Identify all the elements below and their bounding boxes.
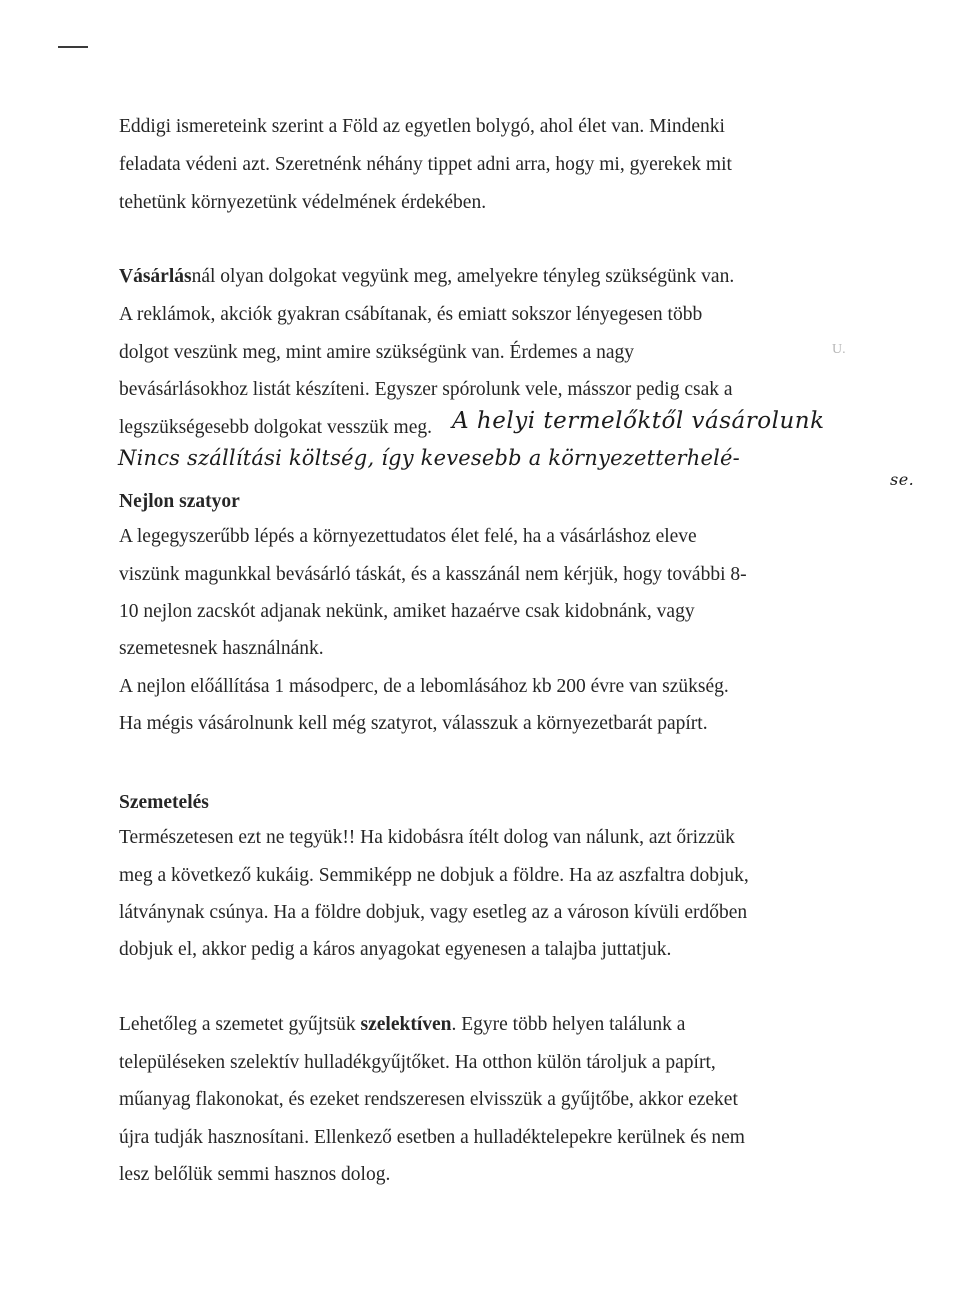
shopping-line-1-rest: nál olyan dolgokat vegyünk meg, amelyekre tényleg szükségünk van. — [191, 266, 735, 287]
selective-line-3: műanyag flakonokat, és ezeket rendszeresen elvisszük a gyűjtőbe, akkor ezeket — [119, 1089, 738, 1110]
nylon-line-4: szemetesnek használnánk. — [119, 638, 324, 659]
selective-line-1 — [119, 1013, 685, 1037]
selective-line-2: településeken szelektív hulladékgyűjtőket. Ha otthon külön tároljuk a papírt, — [119, 1052, 716, 1073]
shopping-line-5: legszükségesebb dolgokat vesszük meg. — [119, 417, 433, 438]
littering-line-4: dobjuk el, akkor pedig a káros anyagokat egyenesen a talajba juttatjuk. — [119, 939, 672, 960]
shopping-line-2: A reklámok, akciók gyakran csábítanak, és emiatt sokszor lényegesen több — [119, 304, 703, 325]
margin-mark: U. — [832, 342, 846, 357]
nylon-heading: Nejlon szatyor — [119, 491, 240, 512]
selective-line-1-post: . Egyre több helyen találunk a — [451, 1014, 686, 1035]
intro-line-1: Eddigi ismereteink szerint a Föld az egyetlen bolygó, ahol élet van. Mindenki — [119, 116, 725, 137]
littering-heading: Szemetelés — [119, 792, 209, 813]
selective-line-5: lesz belőlük semmi hasznos dolog. — [119, 1164, 391, 1185]
nylon-line-1: A legegyszerűbb lépés a környezettudatos élet felé, ha a vásárláshoz eleve — [119, 526, 697, 547]
intro-line-3: tehetünk környezetünk védelmének érdekében. — [119, 192, 487, 213]
shopping-line-1 — [119, 265, 734, 289]
nylon-line-6: Ha mégis vásárolnunk kell még szatyrot, válasszuk a környezetbarát papírt. — [119, 713, 708, 734]
handwritten-note-line-1: A helyi termelőktől vásárolunk — [452, 408, 825, 434]
shopping-bold-word: Vásárlás — [119, 266, 192, 287]
nylon-line-2: viszünk magunkkal bevásárló táskát, és a kasszánál nem kérjük, hogy további 8- — [119, 564, 747, 585]
handwritten-note-continuation: se. — [890, 470, 915, 489]
nylon-line-5: A nejlon előállítása 1 másodperc, de a lebomlásához kb 200 évre van szükség. — [119, 676, 729, 697]
littering-line-3: látványnak csúnya. Ha a földre dobjuk, vagy esetleg az a városon kívüli erdőben — [119, 902, 748, 923]
selective-bold-word: szelektíven — [360, 1014, 452, 1035]
littering-line-2: meg a következő kukáig. Semmiképp ne dobjuk a földre. Ha az aszfaltra dobjuk, — [119, 865, 749, 886]
handwritten-note-line-2: Nincs szállítási költség, így kevesebb a környezetterhelé- — [118, 446, 740, 470]
selective-line-4: újra tudják hasznosítani. Ellenkező esetben a hulladéktelepekre kerülnek és nem — [119, 1127, 745, 1148]
intro-line-2: feladata védeni azt. Szeretnénk néhány tippet adni arra, hogy mi, gyerekek mit — [119, 154, 732, 175]
littering-line-1: Természetesen ezt ne tegyük!! Ha kidobásra ítélt dolog van nálunk, azt őrizzük — [119, 827, 735, 848]
shopping-line-3: dolgot veszünk meg, mint amire szükségünk van. Érdemes a nagy — [119, 342, 634, 363]
corner-dash-mark — [58, 46, 88, 48]
selective-line-1-pre: Lehetőleg a szemetet gyűjtsük — [119, 1014, 361, 1035]
shopping-line-4: bevásárlásokhoz listát készíteni. Egyszer spórolunk vele, másszor pedig csak a — [119, 379, 733, 400]
nylon-line-3: 10 nejlon zacskót adjanak nekünk, amiket hazaérve csak kidobnánk, vagy — [119, 601, 695, 622]
